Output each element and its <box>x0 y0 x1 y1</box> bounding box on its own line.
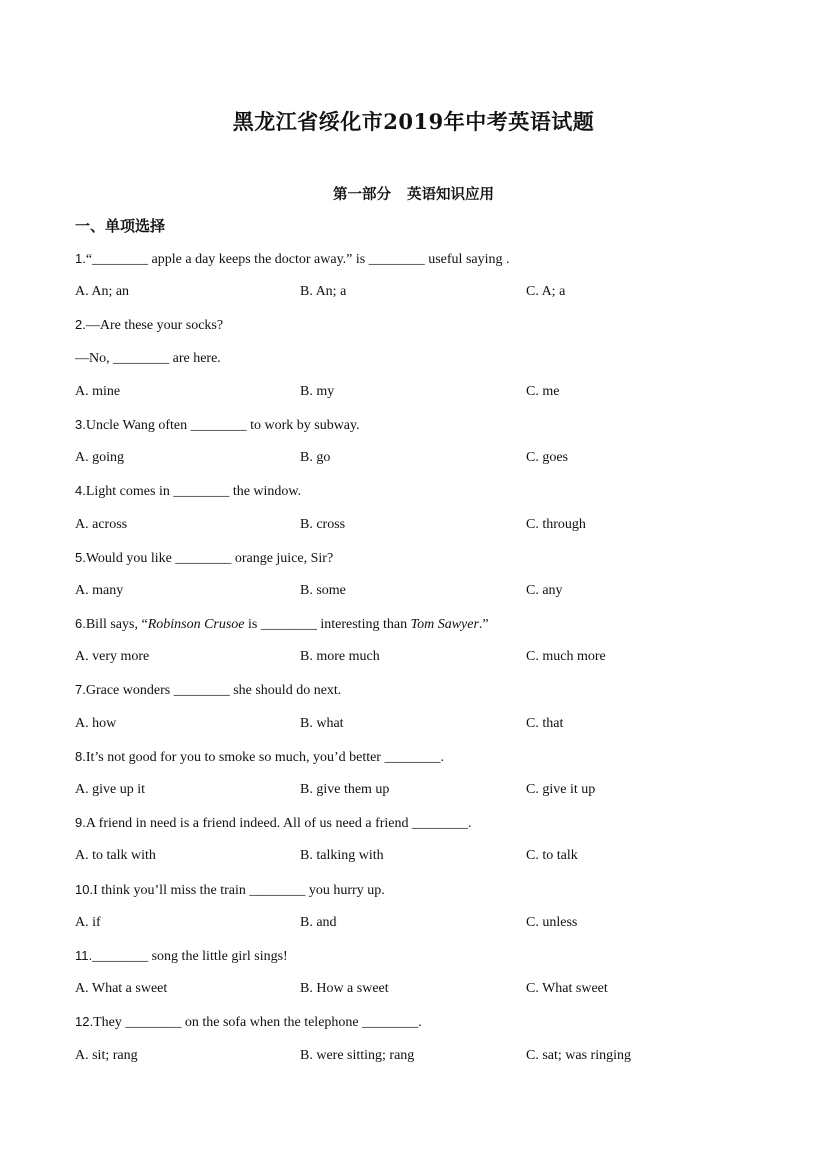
question-3 <box>75 415 775 448</box>
option-b: B. talking with <box>300 848 384 864</box>
option-c: C. me <box>526 383 560 399</box>
exam-title: 黑龙江省绥化市2019年中考英语试题 <box>232 109 595 134</box>
question-number: 10. <box>75 881 94 897</box>
options-2 <box>75 382 775 415</box>
option-a: A. sit; rang <box>75 1047 138 1063</box>
part-label: 第一部分 <box>333 187 391 203</box>
question-number: 6. <box>75 616 86 632</box>
question-4 <box>75 481 775 514</box>
question-5 <box>75 548 775 581</box>
option-b: B. my <box>300 383 335 399</box>
question-stem: Uncle Wang often ________ to work by subway. <box>85 417 360 433</box>
option-b: B. more much <box>300 649 380 665</box>
question-stem: —Are these your socks? <box>85 318 224 334</box>
question-number: 9. <box>75 815 86 831</box>
option-b: B. cross <box>300 516 346 532</box>
options-7 <box>75 714 775 747</box>
question-2-reply: —No, ________ are here. <box>75 350 221 366</box>
question-number: 2. <box>75 317 86 333</box>
question-number: 3. <box>75 416 86 432</box>
question-stem: I think you’ll miss the train ________ you hurry up. <box>93 882 385 898</box>
question-stem: ________ song the little girl sings! <box>92 948 288 964</box>
question-stem: A friend in need is a friend indeed. All of us need a friend ________. <box>85 816 472 832</box>
question-number: 1. <box>75 251 86 266</box>
question-8 <box>75 747 775 780</box>
question-6 <box>75 614 775 647</box>
options-1 <box>75 282 775 315</box>
option-a: A. how <box>75 715 117 731</box>
question-1 <box>75 249 775 282</box>
question-7 <box>75 680 775 713</box>
option-a: A. An; an <box>75 284 130 300</box>
question-9 <box>75 813 775 846</box>
options-12 <box>75 1046 775 1079</box>
option-b: B. and <box>300 914 337 930</box>
option-c: C. give it up <box>526 782 596 797</box>
question-stem-part: is ________ interesting than <box>244 617 411 633</box>
options-10 <box>75 913 775 946</box>
section-heading: 一、单项选择 <box>75 217 166 235</box>
question-12 <box>75 1012 775 1045</box>
options-11 <box>75 979 775 1012</box>
option-b: B. How a sweet <box>300 981 389 997</box>
book-title: Robinson Crusoe <box>147 617 245 633</box>
question-stem: “________ apple a day keeps the doctor away.” is ________ useful saying . <box>85 252 510 267</box>
question-stem: It’s not good for you to smoke so much, you’d better ________. <box>85 749 444 765</box>
book-title: Tom Sawyer <box>410 617 479 633</box>
options-3 <box>75 448 775 481</box>
option-b: B. go <box>300 450 331 466</box>
option-a: A. if <box>75 914 101 930</box>
option-b: B. give them up <box>300 782 390 797</box>
option-c: C. goes <box>526 450 568 466</box>
options-5 <box>75 581 775 614</box>
option-c: C. that <box>526 715 564 731</box>
option-c: C. sat; was ringing <box>526 1047 631 1063</box>
part-name: 英语知识应用 <box>407 187 494 203</box>
option-a: A. What a sweet <box>75 981 168 997</box>
question-10 <box>75 880 775 913</box>
option-a: A. give up it <box>75 782 145 797</box>
part-heading <box>0 183 827 204</box>
question-stem: They ________ on the sofa when the telephone ________. <box>93 1015 422 1031</box>
question-stem: Grace wonders ________ she should do next. <box>85 683 342 699</box>
question-number: 4. <box>75 483 86 499</box>
question-11 <box>75 946 775 979</box>
options-8 <box>75 780 775 813</box>
question-2 <box>75 315 775 348</box>
option-c: C. to talk <box>526 848 578 864</box>
option-c: C. What sweet <box>526 981 608 997</box>
question-number: 11. <box>75 947 93 963</box>
options-9 <box>75 846 775 879</box>
question-list <box>75 249 775 1079</box>
option-b: B. what <box>300 715 344 731</box>
question-stem: Light comes in ________ the window. <box>85 484 302 500</box>
option-a: A. going <box>75 450 124 466</box>
options-4 <box>75 515 775 548</box>
question-stem-part: Bill says, “ <box>85 617 148 633</box>
option-c: C. unless <box>526 914 578 930</box>
option-c: C. much more <box>526 649 606 665</box>
option-b: B. were sitting; rang <box>300 1047 415 1063</box>
options-6 <box>75 647 775 680</box>
option-c: C. any <box>526 582 563 598</box>
question-number: 8. <box>75 748 86 764</box>
question-stem-part: .” <box>478 617 489 633</box>
question-number: 5. <box>75 549 86 565</box>
option-a: A. very more <box>75 649 150 665</box>
option-a: A. many <box>75 582 124 598</box>
option-c: C. through <box>526 516 586 532</box>
question-number: 7. <box>75 682 86 698</box>
question-number: 12. <box>75 1014 94 1030</box>
option-a: A. across <box>75 516 128 532</box>
option-a: A. to talk with <box>75 848 156 864</box>
option-a: A. mine <box>75 383 121 399</box>
option-b: B. An; a <box>300 284 347 300</box>
question-stem: Would you like ________ orange juice, Sir? <box>85 550 334 566</box>
option-b: B. some <box>300 582 346 598</box>
option-c: C. A; a <box>526 284 566 300</box>
